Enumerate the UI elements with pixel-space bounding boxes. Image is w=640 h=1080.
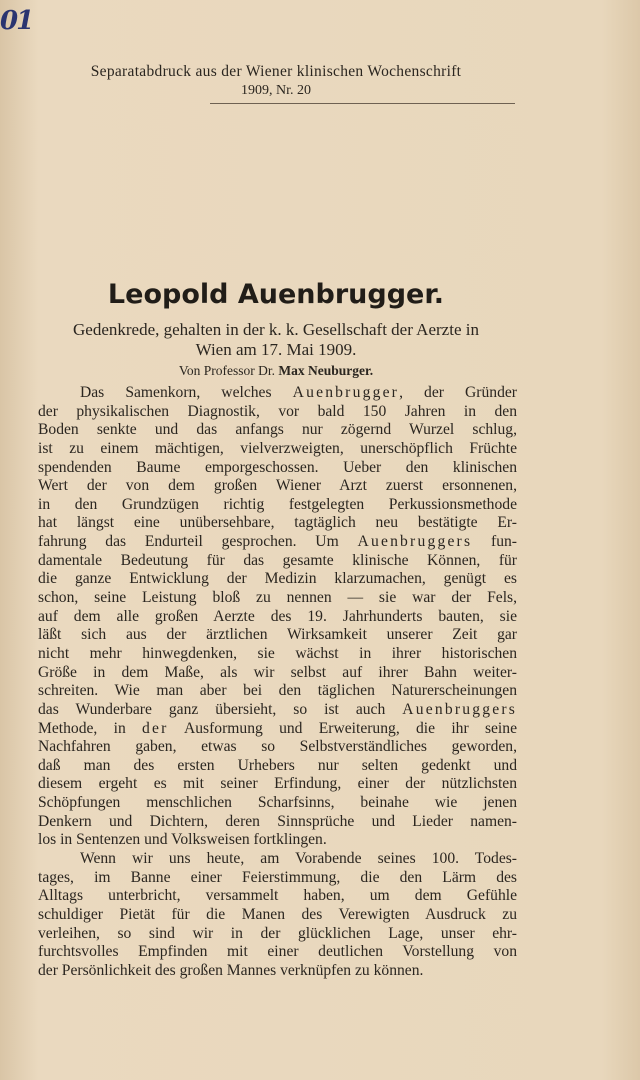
text-segment: fun- [472, 533, 517, 551]
text-segment: das Wunderbare ganz übersieht, so ist auch [38, 700, 403, 718]
text-segment: schon, seine Leistung bloß zu nennen — sie war der Fels, [38, 589, 517, 607]
subtitle-line: Gedenkrede, gehalten in der k. k. Gesellschaft der Aerzte in [73, 320, 479, 339]
header-divider [210, 103, 515, 104]
spaced-name: Auenbrugger [292, 384, 400, 401]
spaced-name: Auenbruggers [357, 533, 473, 551]
text-line [38, 664, 517, 683]
subtitle-line: Wien am 17. Mai 1909. [195, 340, 357, 359]
text-line [38, 869, 517, 888]
text-line [38, 701, 517, 720]
text-line [38, 906, 517, 925]
text-line [38, 589, 517, 608]
text-segment: Schöpfungen menschlichen Scharfsinns, beinahe wie jenen [38, 794, 517, 812]
text-line [38, 459, 517, 478]
text-line [38, 533, 517, 552]
text-line [38, 552, 517, 571]
spaced-name: der [142, 719, 169, 737]
text-segment: in den Grundzügen richtig festgelegten Perkussionsmethode [38, 495, 517, 513]
text-segment: der Persönlichkeit des großen Mannes verknüpfen zu können. [38, 961, 424, 979]
text-segment: Wert der von dem großen Wiener Arzt zuerst ersonnenen, [38, 477, 517, 495]
text-segment: Alltags unterbricht, versammelt haben, um dem Gefühle [38, 887, 517, 905]
spaced-name: Auenbruggers [402, 700, 517, 718]
text-line [38, 626, 517, 645]
text-segment: los in Sentenzen und Volksweisen fortklingen. [38, 831, 327, 849]
text-segment: auf dem alle großen Aerzte des 19. Jahrhunderts bauten, sie [38, 607, 517, 625]
text-line [38, 384, 517, 403]
text-line [38, 925, 517, 944]
paragraph-1 [38, 384, 517, 850]
text-line [38, 570, 517, 589]
text-line [38, 421, 517, 440]
text-line [38, 738, 517, 757]
text-line [38, 943, 517, 962]
text-line [38, 775, 517, 794]
text-line [38, 496, 517, 515]
article-body [38, 384, 517, 981]
text-segment: schuldiger Pietät für die Manen des Verewigten Ausdruck zu [38, 905, 517, 923]
text-segment: die ganze Entwicklung der Medizin klarzumachen, genügt es [38, 570, 517, 588]
text-line [38, 794, 517, 813]
text-segment: nicht mehr hinwegdenken, sie wächst in ihrer historischen [38, 644, 517, 662]
text-segment: tages, im Banne einer Feierstimmung, die den Lärm des [38, 868, 517, 886]
text-segment: fahrung das Endurteil gesprochen. Um [38, 533, 358, 551]
text-segment: läßt sich aus der ärztlichen Wirksamkeit unserer Zeit gar [38, 626, 517, 644]
author-byline [36, 363, 516, 379]
text-segment: diesem ergeht es mit seiner Erfindung, einer der nützlichsten [38, 775, 517, 793]
text-line [38, 440, 517, 459]
issue-reference: 1909, Nr. 20 [241, 83, 311, 98]
handwritten-page-mark: 01 [0, 6, 33, 36]
text-segment: Größe in dem Maße, als wir selbst auf ihrer Bahn weiter- [38, 663, 517, 681]
text-segment: Nachfahren gaben, etwas so Selbstverständliches geworden, [38, 738, 517, 756]
text-segment: Boden senkte und das anfangs nur zögernd Wurzel schlug, [38, 421, 517, 439]
text-segment: Ausformung und Erweiterung, die ihr seine [168, 719, 517, 737]
text-segment: ist zu einem mächtigen, vielverzweigten, unerschöpflich Früchte [38, 439, 517, 457]
text-line [38, 720, 517, 739]
text-line [38, 682, 517, 701]
text-line [38, 477, 517, 496]
paragraph-2 [38, 850, 517, 980]
text-segment: verleihen, so sind wir in der glücklichen Lage, unser ehr- [38, 924, 517, 942]
offprint-header: Separatabdruck aus der Wiener klinischen Wochenschrift [90, 63, 462, 80]
text-line [38, 403, 517, 422]
text-line [38, 850, 517, 869]
text-line [38, 608, 517, 627]
article-title: Leopold Auenbrugger. [107, 279, 445, 310]
text-line [38, 887, 517, 906]
text-line [38, 813, 517, 832]
text-segment: Methode, in [38, 719, 143, 737]
text-segment: Wenn wir uns heute, am Vorabende seines 100. Todes- [80, 850, 517, 868]
text-segment: der physikalischen Diagnostik, vor bald 150 Jahren in den [38, 402, 517, 420]
text-segment: daß man des ersten Urhebers nur selten gedenkt und [38, 756, 517, 774]
text-segment: schreiten. Wie man aber bei den täglichen Naturerscheinungen [38, 682, 517, 700]
text-segment: hat längst eine unübersehbare, tagtäglich neu bestätigte Er- [38, 514, 517, 532]
text-line [38, 962, 517, 981]
text-segment: furchtsvolles Empfinden mit einer deutlichen Vorstellung von [38, 943, 517, 961]
text-line [38, 757, 517, 776]
text-segment: , der Gründer [399, 384, 517, 401]
text-segment: damentale Bedeutung für das gesamte klinische Können, für [38, 551, 517, 569]
text-segment: spendenden Baume emporgeschossen. Ueber den klinischen [38, 458, 517, 476]
text-line [38, 831, 517, 850]
article-subtitle [36, 320, 516, 360]
text-segment: Denkern und Dichtern, deren Sinnsprüche und Lieder namen- [38, 812, 517, 830]
text-segment: Das Samenkorn, welches [80, 384, 293, 401]
text-line [38, 645, 517, 664]
text-line [38, 514, 517, 533]
author-name: Max Neuburger. [278, 363, 374, 378]
author-prefix: Von Professor Dr. [178, 363, 275, 378]
